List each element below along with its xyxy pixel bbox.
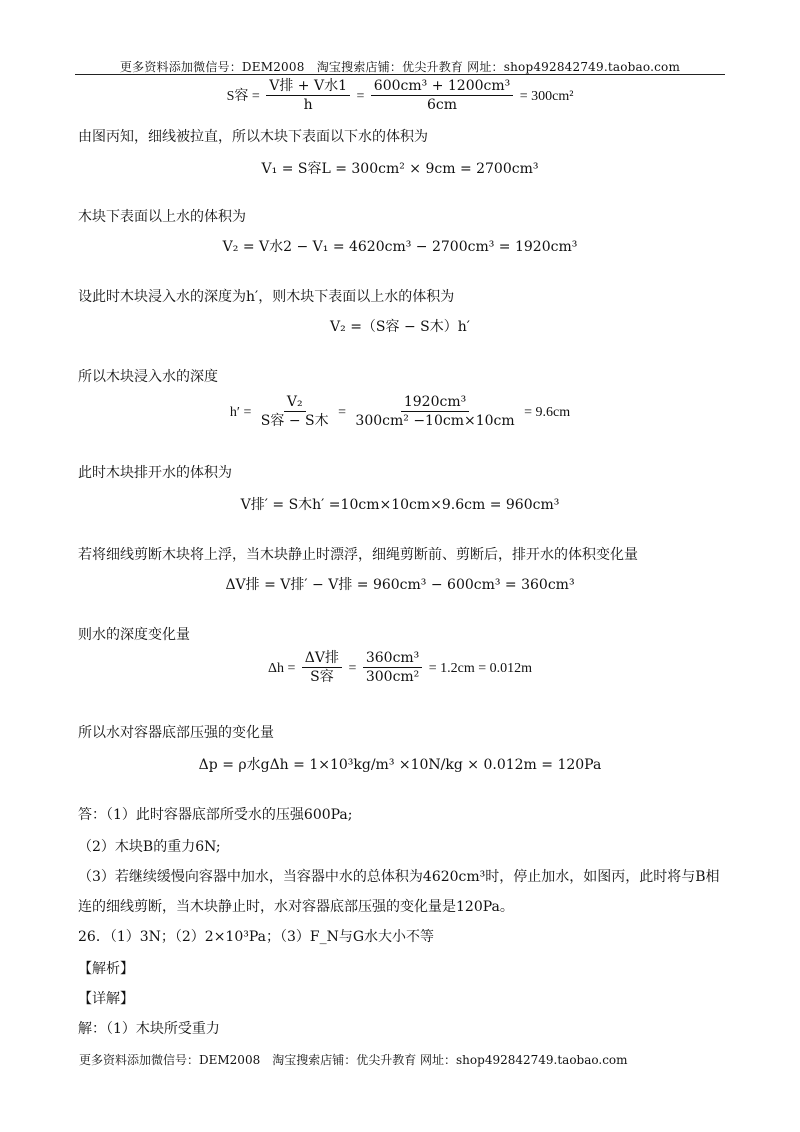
page-header: 更多资料添加微信号：DEM2008 淘宝搜索店铺：优尖升教育 网址：shop492842749.taobao.com (119, 60, 681, 74)
answer-line-5: 26．（1）3N；（2）2×10³Pa；（3）F_N与G水大小不等 (78, 929, 435, 945)
eq5-lhs: h′ = (229, 404, 252, 420)
eq8-fraction-1 (302, 650, 342, 685)
eq8-den1: S容 (310, 669, 334, 685)
header-divider (75, 74, 725, 75)
eq1-num2: 600cm³ + 1200cm³ (371, 78, 513, 96)
eq5-num1: V₂ (284, 394, 306, 412)
paragraph-2: 木块下表面以上水的体积为 (78, 209, 246, 225)
eq1-den1: h (303, 97, 313, 113)
eq8-equals: = (348, 660, 357, 676)
eq5-num2: 1920cm³ (401, 394, 469, 412)
answer-line-2: （2）木块B的重力6N; (78, 839, 221, 855)
equation-depth-change (0, 650, 800, 685)
answer-line-1: 答：（1）此时容器底部所受水的压强600Pa; (78, 807, 353, 823)
detail-heading: 【详解】 (78, 991, 134, 1007)
eq8-num2: 360cm³ (363, 650, 422, 668)
equation-v1: V₁ = S容L = 300cm² × 9cm = 2700cm³ (261, 161, 539, 177)
eq8-den2: 300cm² (365, 669, 420, 685)
eq1-equals: = (356, 88, 365, 104)
paragraph-1: 由图丙知，细线被拉直，所以木块下表面以下水的体积为 (78, 129, 428, 145)
solution-line: 解：（1）木块所受重力 (78, 1021, 220, 1037)
eq1-fraction-1 (266, 78, 350, 113)
eq8-lhs: Δh = (267, 660, 296, 676)
eq5-equals: = (338, 404, 346, 420)
paragraph-7: 则水的深度变化量 (78, 627, 190, 643)
eq5-fraction-2 (352, 394, 517, 429)
eq1-lhs: S容 = (226, 88, 260, 104)
eq8-rhs: = 1.2cm = 0.012m (428, 660, 533, 676)
equation-displaced-volume: V排′ = S木h′ =10cm×10cm×9.6cm = 960cm³ (240, 497, 560, 513)
analysis-heading: 【解析】 (78, 961, 134, 977)
paragraph-5: 此时木块排开水的体积为 (78, 465, 232, 481)
paragraph-6: 若将细线剪断木块将上浮，当木块静止时漂浮，细绳剪断前、剪断后，排开水的体积变化量 (78, 547, 638, 563)
answer-line-3: （3）若继续缓慢向容器中加水，当容器中水的总体积为4620cm³时，停止加水，如图丙，此时将与B相 (78, 869, 720, 885)
eq5-den2: 300cm² −10cm×10cm (355, 413, 515, 429)
eq8-num1: ΔV排 (302, 650, 342, 668)
equation-pressure-change: Δp = ρ水gΔh = 1×10³kg/m³ ×10N/kg × 0.012m = 120Pa (198, 757, 602, 773)
eq1-den2: 6cm (427, 97, 458, 113)
equation-v2-depth: V₂ =（S容 − S木）h′ (330, 319, 470, 335)
equation-volume-change: ΔV排 = V排′ − V排 = 960cm³ − 600cm³ = 360cm³ (225, 577, 575, 593)
answer-line-4: 连的细线剪断，当木块静止时，水对容器底部压强的变化量是120Pa。 (78, 899, 514, 915)
paragraph-3: 设此时木块浸入水的深度为h′，则木块下表面以上水的体积为 (78, 289, 455, 305)
eq1-fraction-2 (371, 78, 513, 113)
equation-depth (0, 394, 800, 429)
page-footer: 更多资料添加微信号：DEM2008 淘宝搜索店铺：优尖升教育 网址：shop492842749.taobao.com (79, 1053, 628, 1067)
paragraph-8: 所以水对容器底部压强的变化量 (78, 725, 274, 741)
eq1-num1: V排 + V水1 (266, 78, 350, 96)
eq1-rhs: = 300cm² (519, 88, 574, 104)
equation-container-area (0, 78, 800, 113)
paragraph-4: 所以木块浸入水的深度 (78, 369, 218, 385)
eq5-fraction-1 (258, 394, 332, 429)
eq5-rhs: = 9.6cm (524, 404, 571, 420)
equation-v2: V₂ = V水2 − V₁ = 4620cm³ − 2700cm³ = 1920cm³ (222, 239, 578, 255)
eq5-den1: S容 − S木 (260, 413, 329, 429)
eq8-fraction-2 (363, 650, 422, 685)
